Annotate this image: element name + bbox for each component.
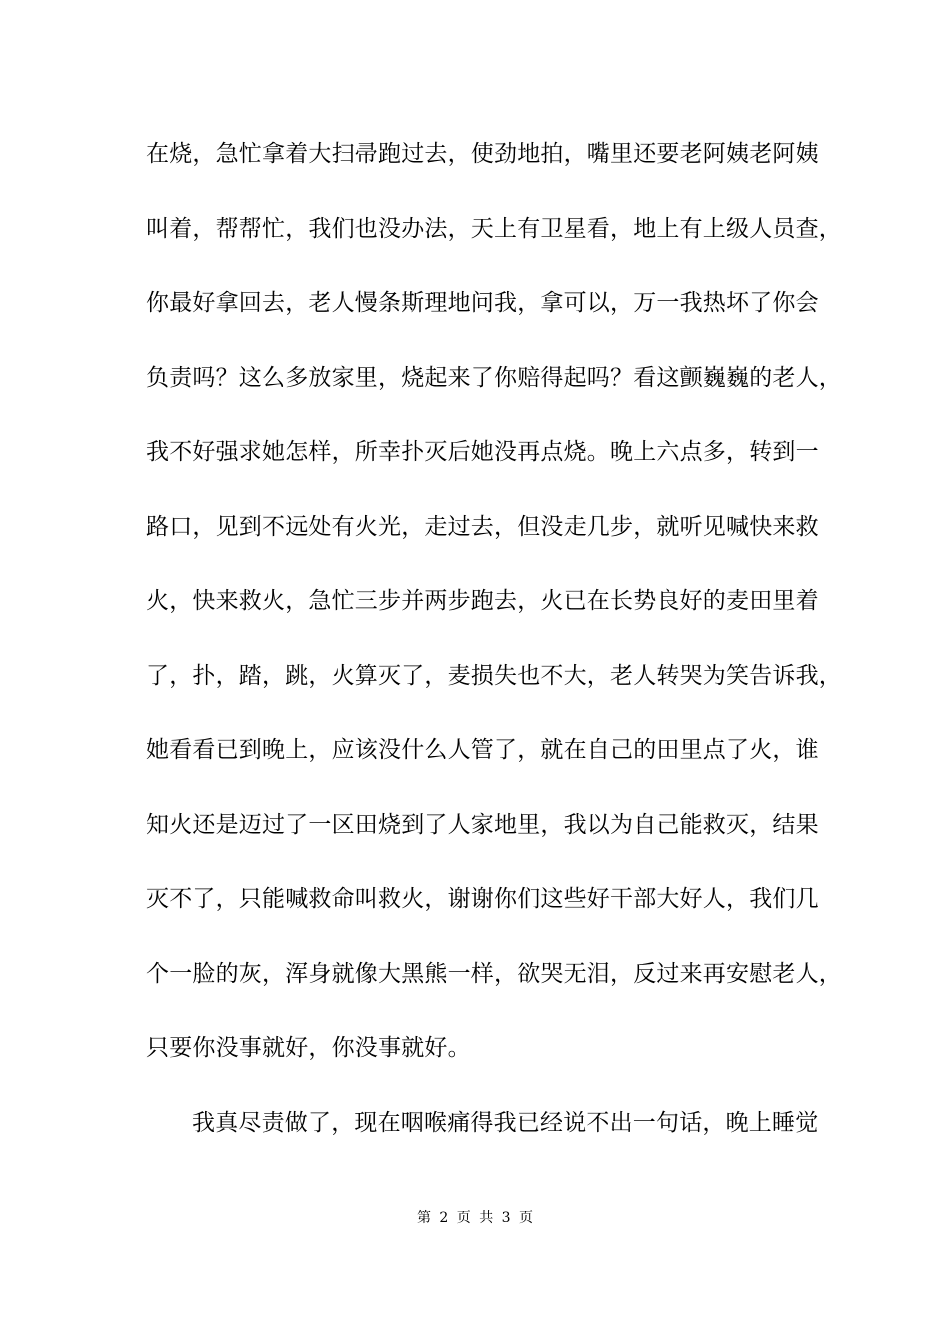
text-line: 只要你没事就好，你没事就好。 bbox=[146, 1035, 471, 1061]
text-line: 路口，见到不远处有火光，走过去，但没走几步，就听见喊快来救 bbox=[146, 513, 819, 540]
text-line: 灭不了，只能喊救命叫救火，谢谢你们这些好干部大好人，我们几 bbox=[146, 886, 819, 912]
text-line: 叫着，帮帮忙，我们也没办法，天上有卫星看，地上有上级人员查， bbox=[146, 215, 842, 242]
paragraph-start-line: 我真尽责做了，现在咽喉痛得我已经说不出一句话，晚上睡觉 bbox=[192, 1109, 819, 1136]
text-line: 火，快来救火，急忙三步并两步跑去，火已在长势良好的麦田里着 bbox=[146, 588, 819, 614]
text-line: 个一脸的灰，浑身就像大黑熊一样，欲哭无泪，反过来再安慰老人， bbox=[146, 960, 842, 987]
text-line: 在烧，急忙拿着大扫帚跑过去，使劲地拍，嘴里还要老阿姨老阿姨 bbox=[146, 141, 819, 167]
body-text bbox=[146, 134, 842, 1177]
page-number-footer: 第 2 页 共 3 页 bbox=[416, 1210, 534, 1226]
text-line: 我不好强求她怎样，所幸扑灭后她没再点烧。晚上六点多，转到一 bbox=[146, 439, 819, 465]
text-line: 她看看已到晚上，应该没什么人管了，就在自己的田里点了火，谁 bbox=[146, 737, 819, 763]
text-line: 负责吗？这么多放家里，烧起来了你赔得起吗？看这颤巍巍的老人， bbox=[146, 364, 842, 391]
text-line: 知火还是迈过了一区田烧到了人家地里，我以为自己能救灭，结果 bbox=[146, 811, 819, 838]
text-line: 了，扑，踏，跳，火算灭了，麦损失也不大，老人转哭为笑告诉我， bbox=[146, 662, 842, 689]
text-line: 你最好拿回去，老人慢条斯理地问我，拿可以，万一我热坏了你会 bbox=[146, 290, 819, 316]
